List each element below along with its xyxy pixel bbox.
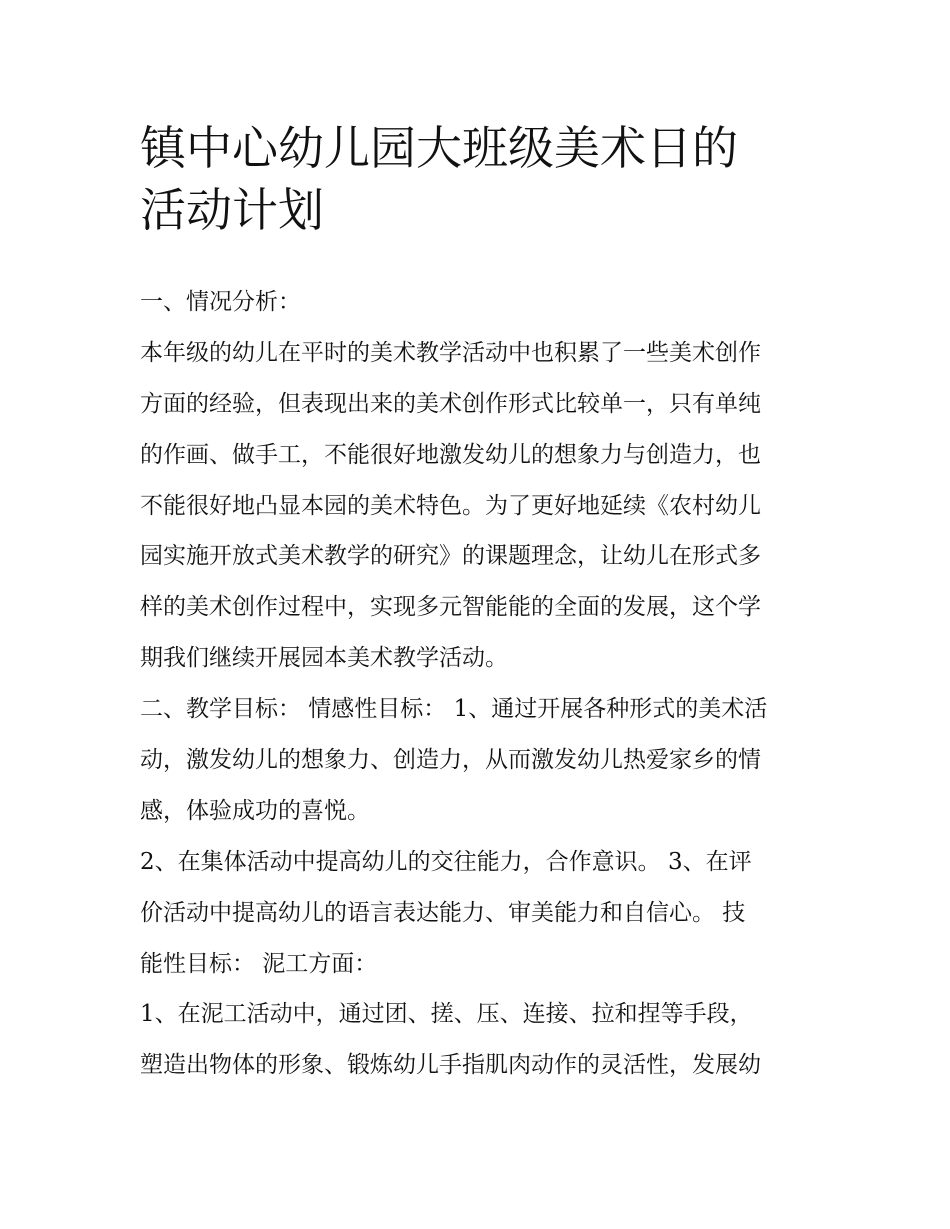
- body-line: 本年级的幼儿在平时的美术教学活动中也积累了一些美术创作: [140, 339, 761, 366]
- section-heading-goals: 二、教学目标： 情感性目标： 1、通过开展各种形式的美术活: [140, 696, 768, 723]
- body-line: 园实施开放式美术教学的研究》的课题理念，让幼儿在形式多: [140, 543, 761, 570]
- body-line: 动，激发幼儿的想象力、创造力，从而激发幼儿热爱家乡的情: [140, 747, 761, 774]
- body-line: 感，体验成功的喜悦。: [140, 797, 370, 824]
- body-line: 1、在泥工活动中，通过团、搓、压、连接、拉和捏等手段，: [140, 1001, 753, 1028]
- section-heading-situation: 一、情况分析：: [140, 289, 301, 315]
- title-line: 活动计划: [140, 183, 324, 237]
- body-line: 样的美术创作过程中，实现多元智能能的全面的发展，这个学: [140, 594, 761, 621]
- document-body: [140, 286, 830, 1100]
- body-line: 价活动中提高幼儿的语言表达能力、审美能力和自信心。 技: [140, 899, 746, 926]
- document-title: [140, 117, 820, 241]
- body-line: 塑造出物体的形象、锻炼幼儿手指肌肉动作的灵活性，发展幼: [140, 1052, 761, 1079]
- body-line: 不能很好地凸显本园的美术特色。为了更好地延续《农村幼儿: [140, 492, 761, 519]
- body-line: 2、在集体活动中提高幼儿的交往能力，合作意识。 3、在评: [140, 848, 752, 875]
- body-line: 的作画、做手工，不能很好地激发幼儿的想象力与创造力，也: [140, 441, 761, 468]
- title-line: 镇中心幼儿园大班级美术日的: [140, 121, 738, 175]
- body-line: 能性目标： 泥工方面：: [140, 950, 378, 977]
- body-line: 期我们继续开展园本美术教学活动。: [140, 645, 508, 672]
- body-line: 方面的经验，但表现出来的美术创作形式比较单一，只有单纯: [140, 390, 761, 417]
